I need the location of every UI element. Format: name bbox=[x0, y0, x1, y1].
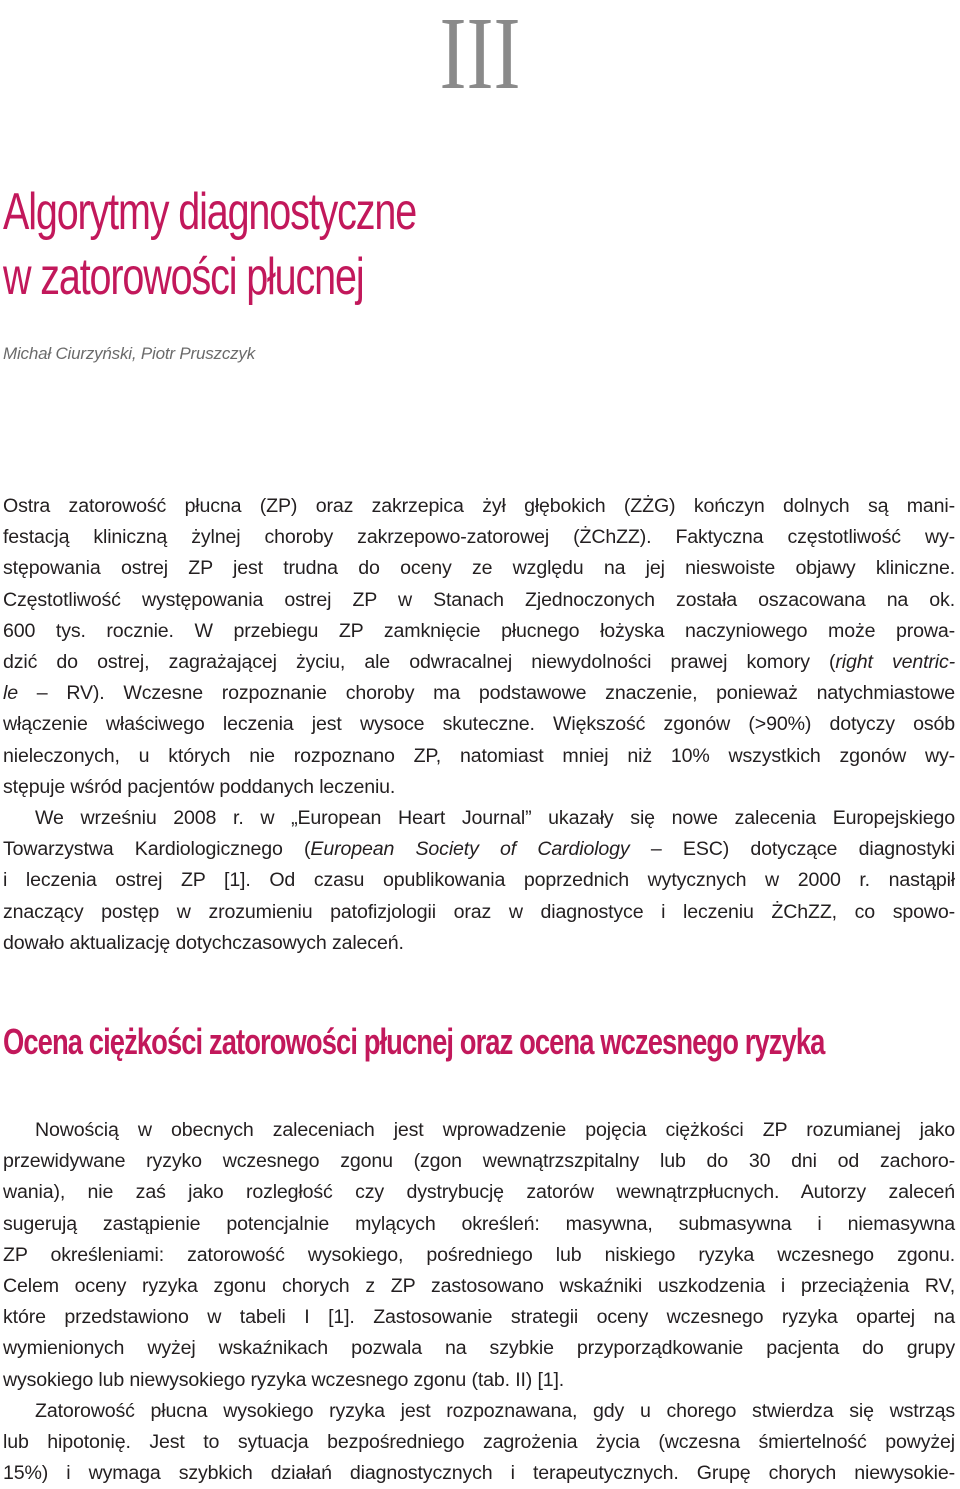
text-line: 600 tys. rocznie. W przebiegu ZP zamknięcie płucnego łożyska naczyniowego może prowa- bbox=[3, 619, 955, 642]
text-line: le – RV). Wczesne rozpoznanie choroby ma podstawowe znaczenie, ponieważ natychmiastowe bbox=[3, 682, 955, 705]
chapter-number: III bbox=[439, 0, 521, 111]
text-line: Towarzystwa Kardiologicznego (European Society of Cardiology – ESC) dotyczące diagnostyki bbox=[3, 838, 955, 861]
text-line: dowało aktualizację dotychczasowych zaleceń. bbox=[3, 931, 404, 954]
text-line: lub hipotonię. Jest to sytuacja bezpośredniego zagrożenia życia (wczesna śmiertelność powyżej bbox=[3, 1431, 955, 1454]
chapter-title bbox=[3, 180, 416, 310]
text-line: i leczenia ostrej ZP [1]. Od czasu opublikowania poprzednich wytycznych w 2000 r. nastąpił bbox=[3, 869, 955, 892]
text-line: wymienionych wyżej wskaźnikach pozwala na szybkie przyporządkowanie pacjenta do grupy bbox=[3, 1337, 955, 1360]
text-line: włączenie właściwego leczenia jest wysoce skuteczne. Większość zgonów (>90%) dotyczy osób bbox=[3, 713, 955, 736]
text-line: znaczący postęp w zrozumieniu patofizjologii oraz w diagnostyce i leczeniu ŻChZZ, co spowo- bbox=[3, 900, 955, 923]
text-line: przewidywane ryzyko wczesnego zgonu (zgon wewnątrzszpitalny lub do 30 dni od zachoro- bbox=[3, 1150, 955, 1173]
text-line: nieleczonych, u których nie rozpoznano ZP, natomiast mniej niż 10% wszystkich zgonów wy- bbox=[3, 744, 955, 767]
chapter-title-line-2: w zatorowości płucnej bbox=[3, 248, 364, 306]
text-line: stępowania ostrej ZP jest trudna do oceny ze względu na jej nieswoiste objawy kliniczne. bbox=[3, 557, 955, 580]
chapter-title-line-1: Algorytmy diagnostyczne bbox=[3, 183, 417, 241]
authors: Michał Ciurzyński, Piotr Pruszczyk bbox=[3, 344, 256, 363]
text-line: sugerują zastąpienie potencjalnie mylących określeń: masywna, submasywna i niemasywna bbox=[3, 1212, 955, 1235]
text-line: Celem oceny ryzyka zgonu chorych z ZP zastosowano wskaźniki uszkodzenia i przeciążenia RV, bbox=[3, 1275, 955, 1298]
text-line: Ostra zatorowość płucna (ZP) oraz zakrzepica żył głębokich (ZŻG) kończyn dolnych są mani- bbox=[3, 495, 955, 517]
text-line: Zatorowość płucna wysokiego ryzyka jest rozpoznawana, gdy u chorego stwierdza się wstrząs bbox=[35, 1399, 955, 1422]
text-line: Częstotliwość występowania ostrej ZP w Stanach Zjednoczonych została oszacowana na ok. bbox=[3, 588, 955, 611]
section-text bbox=[3, 1115, 955, 1489]
text-line: wysokiego lub niewysokiego ryzyka wczesnego zgonu (tab. II) [1]. bbox=[3, 1368, 565, 1391]
text-line: We wrześniu 2008 r. w „European Heart Journal” ukazały się nowe zalecenia Europejskiego bbox=[35, 807, 955, 830]
text-line: stępuje wśród pacjentów poddanych leczeniu. bbox=[3, 775, 396, 798]
text-line: 15%) i wymaga szybkich działań diagnostycznych i terapeutycznych. Grupę chorych niewysokie- bbox=[3, 1462, 955, 1485]
text-line: dzić do ostrej, zagrażającej życiu, ale odwracalnej niewydolności prawej komory (right ventric- bbox=[3, 651, 955, 674]
text-line: które przedstawiono w tabeli I [1]. Zastosowanie strategii oceny wczesnego ryzyka opartej na bbox=[3, 1306, 955, 1329]
text-line: Nowością w obecnych zaleceniach jest wprowadzenie pojęcia ciężkości ZP rozumianej jako bbox=[35, 1119, 955, 1141]
text-line: ZP określeniami: zatorowość wysokiego, pośredniego lub niskiego ryzyka wczesnego zgonu. bbox=[3, 1243, 955, 1266]
text-line: wania), nie zaś jako rozległość czy dystrybucję zatorów wewnątrzpłucnych. Autorzy zaleceń bbox=[3, 1181, 955, 1204]
section-heading: Ocena ciężkości zatorowości płucnej oraz ocena wczesnego ryzyka bbox=[3, 1021, 825, 1062]
intro-text bbox=[3, 491, 955, 959]
text-line: festacją kliniczną żylnej choroby zakrzepowo-zatorowej (ŻChZZ). Faktyczna częstotliwość wy- bbox=[3, 526, 955, 549]
